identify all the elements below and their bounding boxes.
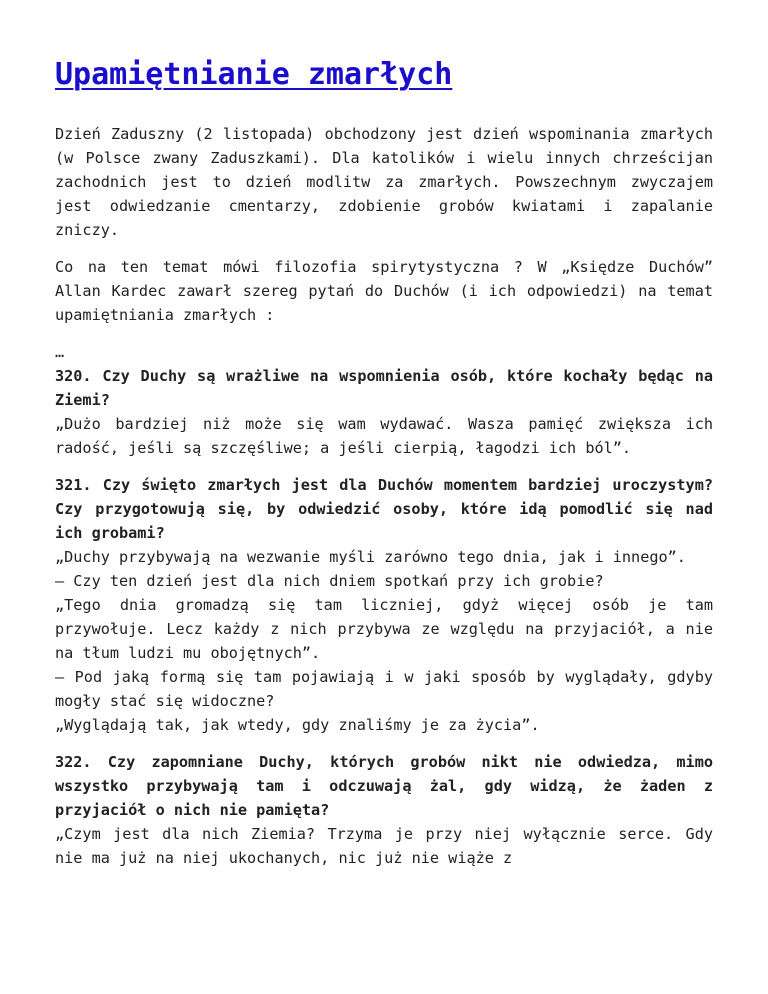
page-title[interactable]: Upamiętnianie zmarłych	[55, 57, 453, 92]
answer-321-2: „Tego dnia gromadzą się tam liczniej, gdyż więcej osób je tam przywołuje. Lecz każdy z nich przybywa ze względu na przyjaciół, a nie na tłum ludzi mu obojętnych”.	[55, 596, 713, 662]
subquestion-321-2: — Pod jaką formą się tam pojawiają i w jaki sposób by wyglądały, gdyby mogły stać się widoczne?	[55, 668, 713, 710]
answer-321-1: „Duchy przybywają na wezwanie myśli zarówno tego dnia, jak i innego”.	[55, 548, 686, 566]
qa-321	[55, 473, 713, 737]
subquestion-321-1: — Czy ten dzień jest dla nich dniem spotkań przy ich grobie?	[55, 572, 604, 590]
answer-321-3: „Wyglądają tak, jak wtedy, gdy znaliśmy je za życia”.	[55, 716, 540, 734]
ellipsis-text: …	[55, 343, 65, 361]
lead-paragraph: Co na ten temat mówi filozofia spirytystyczna ? W „Księdze Duchów” Allan Kardec zawarł szereg pytań do Duchów (i ich odpowiedzi) na temat upamiętniania zmarłych :	[55, 258, 713, 324]
question-321: 321. Czy święto zmarłych jest dla Duchów momentem bardziej uroczystym? Czy przygotowują się, by odwiedzić osoby, które idą pomodlić się nad ich grobami?	[55, 476, 713, 542]
answer-322: „Czym jest dla nich Ziemia? Trzyma je przy niej wyłącznie serce. Gdy nie ma już na niej ukochanych, nic już nie wiąże z	[55, 825, 713, 867]
qa-322	[55, 750, 713, 870]
intro-paragraph: Dzień Zaduszny (2 listopada) obchodzony jest dzień wspominania zmarłych (w Polsce zwany Zaduszkami). Dla katolików i wielu innych chrześcijan zachodnich jest to dzień modlitw za zmarłych. Powszechnym zwyczajem jest odwiedzanie cmentarzy, zdobienie grobów kwiatami i zapalanie zniczy.	[55, 125, 713, 239]
qa-320	[55, 340, 713, 460]
question-320: 320. Czy Duchy są wrażliwe na wspomnienia osób, które kochały będąc na Ziemi?	[55, 367, 713, 409]
question-322: 322. Czy zapomniane Duchy, których grobów nikt nie odwiedza, mimo wszystko przybywają tam i odczuwają żal, gdy widzą, że żaden z przyjaciół o nich nie pamięta?	[55, 753, 713, 819]
answer-320: „Dużo bardziej niż może się wam wydawać. Wasza pamięć zwiększa ich radość, jeśli są szczęśliwe; a jeśli cierpią, łagodzi ich ból”.	[55, 415, 713, 457]
